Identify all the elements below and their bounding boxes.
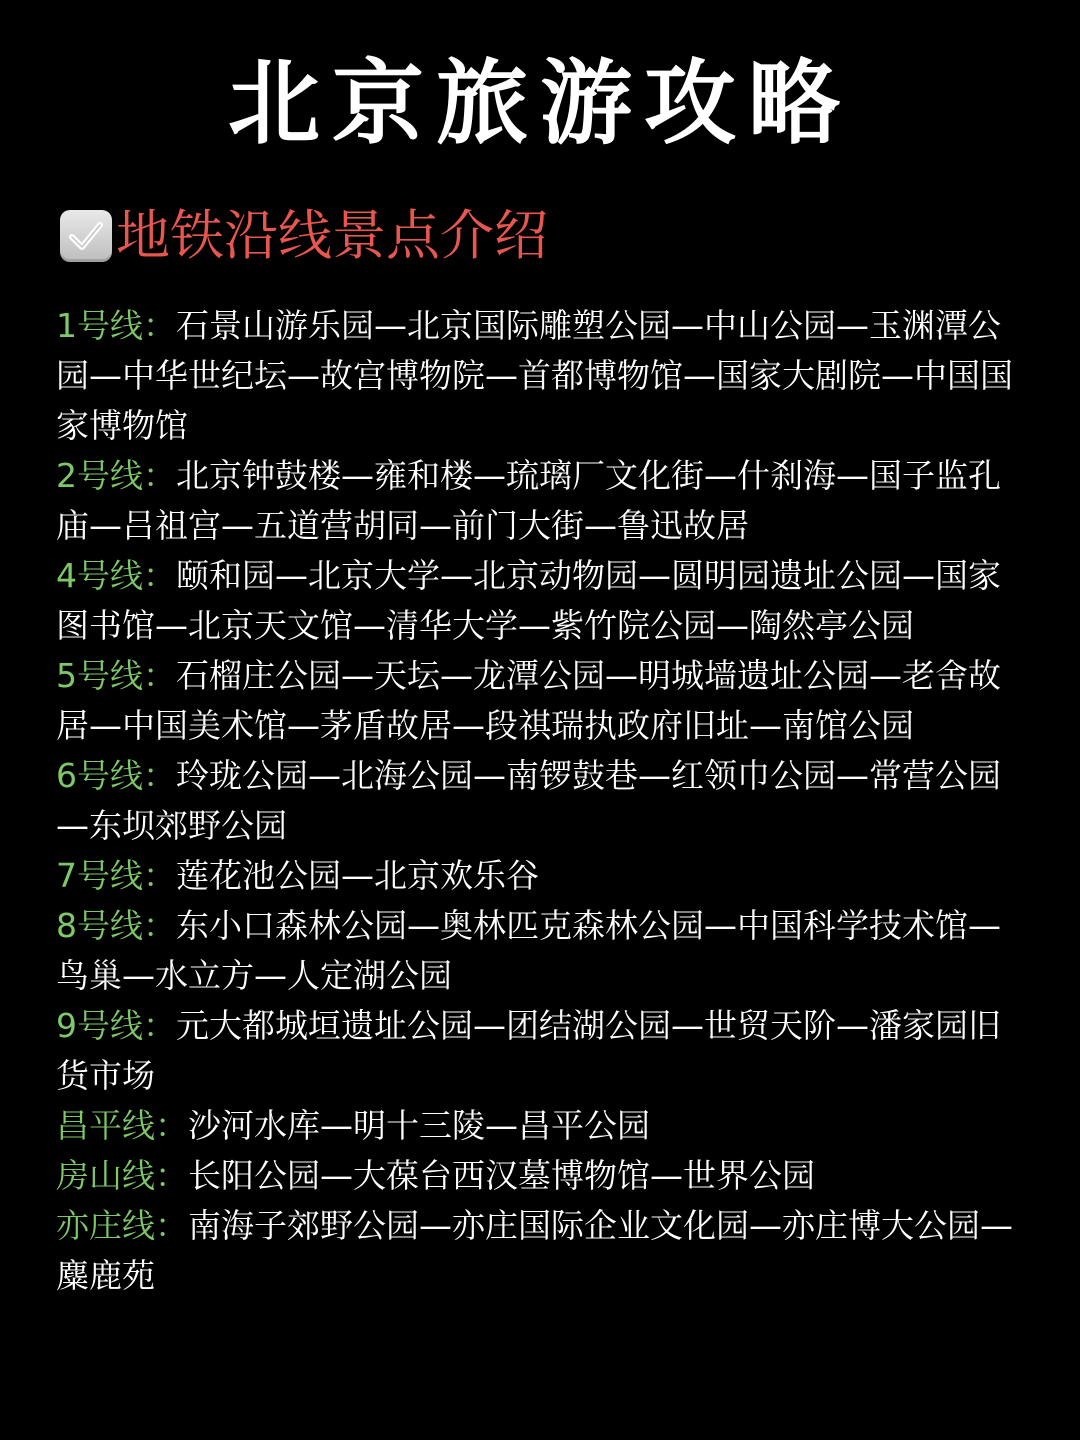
line-label: 房山线：	[56, 1156, 188, 1195]
subway-lines-list	[56, 301, 1024, 1301]
line-entry-yizhuang	[56, 1201, 1024, 1301]
line-entry-2	[56, 451, 1024, 551]
line-stops: 石景山游乐园—北京国际雕塑公园—中山公园—玉渊潭公园—中华世纪坛—故宫博物院—首都博物馆—国家大剧院—中国国家博物馆	[56, 306, 1013, 445]
line-stops: 长阳公园—大葆台西汉墓博物馆—世界公园	[188, 1156, 815, 1195]
line-stops: 元大都城垣遗址公园—团结湖公园—世贸天阶—潘家园旧货市场	[56, 1006, 1001, 1095]
line-stops: 东小口森林公园—奥林匹克森林公园—中国科学技术馆—鸟巢—水立方—人定湖公园	[56, 906, 1001, 995]
line-stops: 石榴庄公园—天坛—龙潭公园—明城墙遗址公园—老舍故居—中国美术馆—茅盾故居—段祺瑞执政府旧址—南馆公园	[56, 656, 1001, 745]
section-header	[60, 200, 548, 272]
line-entry-7	[56, 851, 1024, 901]
line-label: 4号线：	[56, 556, 176, 595]
line-entry-fangshan	[56, 1151, 1024, 1201]
check-icon	[60, 210, 112, 262]
line-entry-5	[56, 651, 1024, 751]
line-label: 7号线：	[56, 856, 176, 895]
line-stops: 北京钟鼓楼—雍和楼—琉璃厂文化街—什刹海—国子监孔庙—吕祖宫—五道营胡同—前门大街—鲁迅故居	[56, 456, 1001, 545]
line-entry-4	[56, 551, 1024, 651]
line-label: 8号线：	[56, 906, 176, 945]
line-entry-6	[56, 751, 1024, 851]
section-title: 地铁沿线景点介绍	[116, 204, 548, 267]
line-entry-1	[56, 301, 1024, 451]
line-label: 6号线：	[56, 756, 176, 795]
line-label: 1号线：	[56, 306, 176, 345]
line-stops: 玲珑公园—北海公园—南锣鼓巷—红领巾公园—常营公园—东坝郊野公园	[56, 756, 1001, 845]
line-stops: 颐和园—北京大学—北京动物园—圆明园遗址公园—国家图书馆—北京天文馆—清华大学—紫竹院公园—陶然亭公园	[56, 556, 1001, 645]
line-stops: 莲花池公园—北京欢乐谷	[176, 856, 539, 895]
line-stops: 南海子郊野公园—亦庄国际企业文化园—亦庄博大公园—麋鹿苑	[56, 1206, 1013, 1295]
line-label: 5号线：	[56, 656, 176, 695]
line-label: 昌平线：	[56, 1106, 188, 1145]
line-entry-changping	[56, 1101, 1024, 1151]
page-title: 北京旅游攻略	[227, 50, 852, 157]
line-entry-9	[56, 1001, 1024, 1101]
line-stops: 沙河水库—明十三陵—昌平公园	[188, 1106, 650, 1145]
line-label: 9号线：	[56, 1006, 176, 1045]
line-label: 亦庄线：	[56, 1206, 188, 1245]
line-label: 2号线：	[56, 456, 176, 495]
line-entry-8	[56, 901, 1024, 1001]
